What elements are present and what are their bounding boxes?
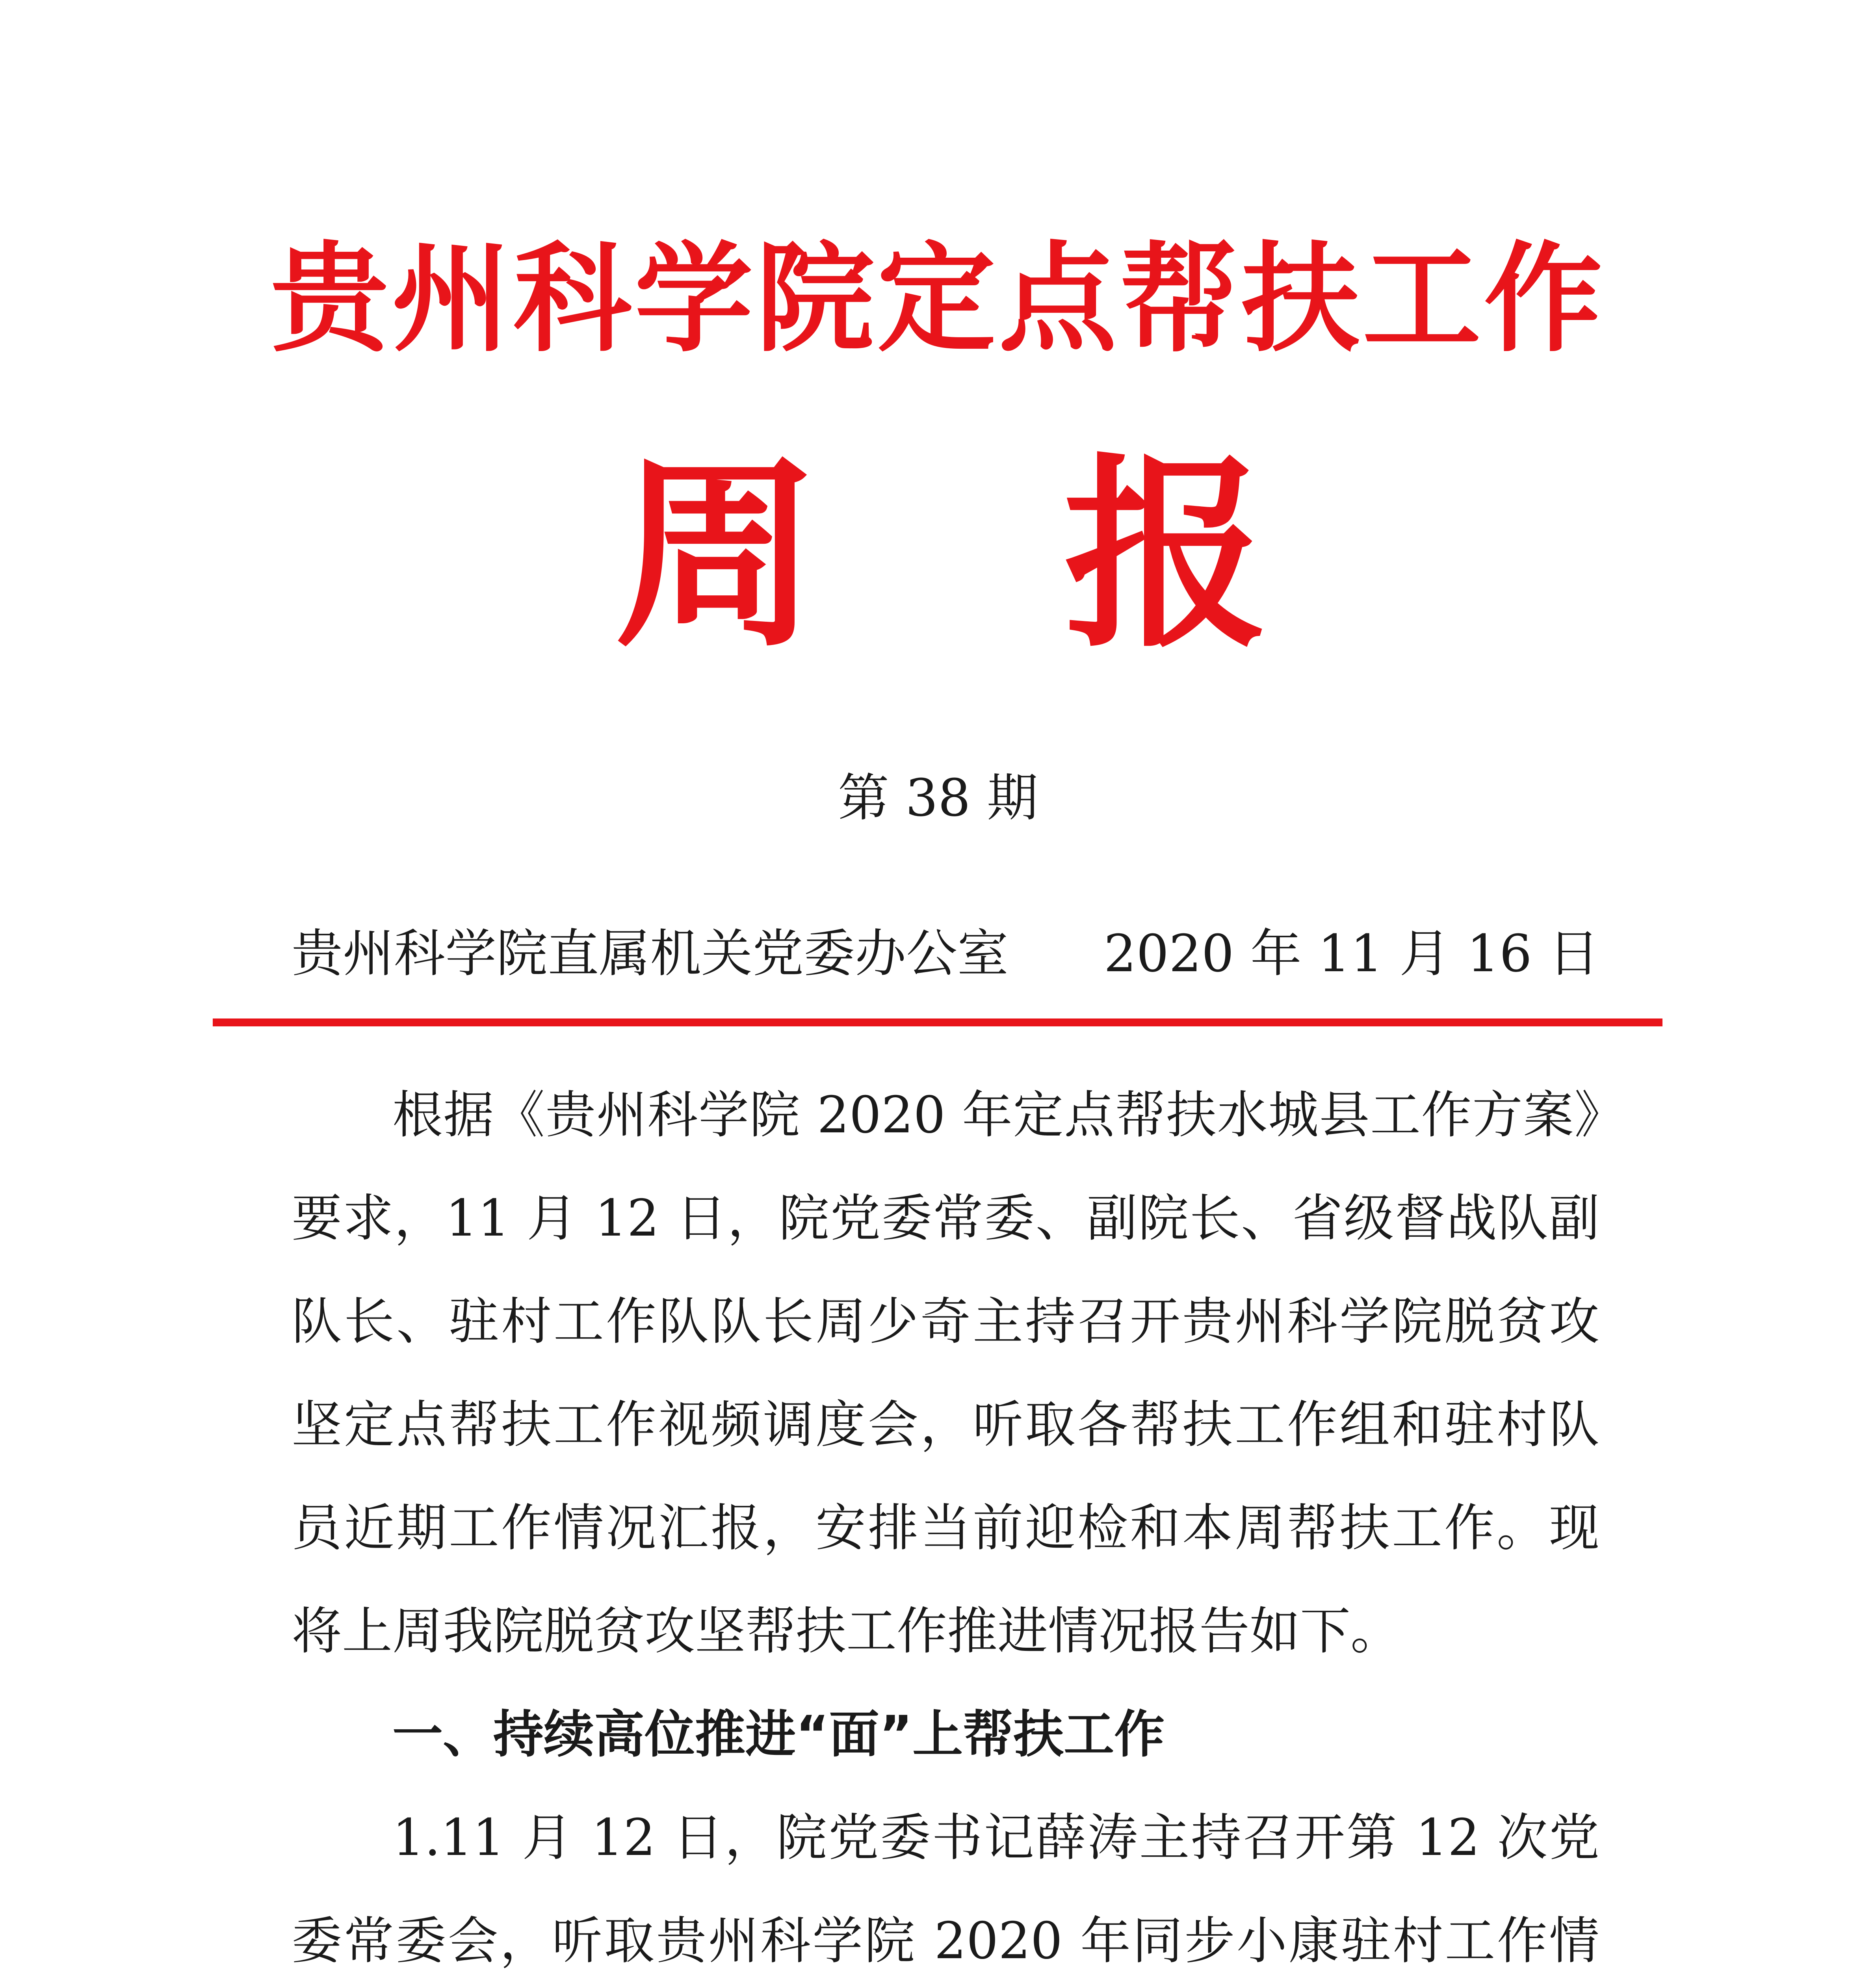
- masthead-sub-right: 报: [1064, 436, 1269, 675]
- item-1-paragraph: 1.11 月 12 日，院党委书记薛涛主持召开第 12 次党委常委会，听取贵州科学院 2020 年同步小康驻村工作情: [292, 1808, 1599, 1970]
- document-body: [292, 1064, 1599, 1970]
- masthead-title: 贵州科学院定点帮扶工作: [271, 230, 1605, 368]
- issuer: 贵州科学院直属机关党委办公室: [292, 924, 1009, 983]
- masthead-sub-left: 周: [615, 436, 819, 675]
- issue-number: 第 38 期: [838, 768, 1038, 828]
- issue-date: 2020 年 11 月 16 日: [1103, 924, 1599, 983]
- intro-paragraph: 根据《贵州科学院 2020 年定点帮扶水城县工作方案》要求，11 月 12 日，院党委常委、副院长、省级督战队副队长、驻村工作队队长周少奇主持召开贵州科学院脱贫攻坚定点帮扶工作视频调度会，听取各帮扶工作组和驻村队员近期工作情况汇报，安排当前迎检和本周帮扶工作。现将上周我院脱贫攻坚帮扶工作推进情况报告如下。: [292, 1086, 1599, 1661]
- red-divider: [213, 1018, 1662, 1026]
- section-1-heading: 一、持续高位推进“面”上帮扶工作: [392, 1705, 1165, 1764]
